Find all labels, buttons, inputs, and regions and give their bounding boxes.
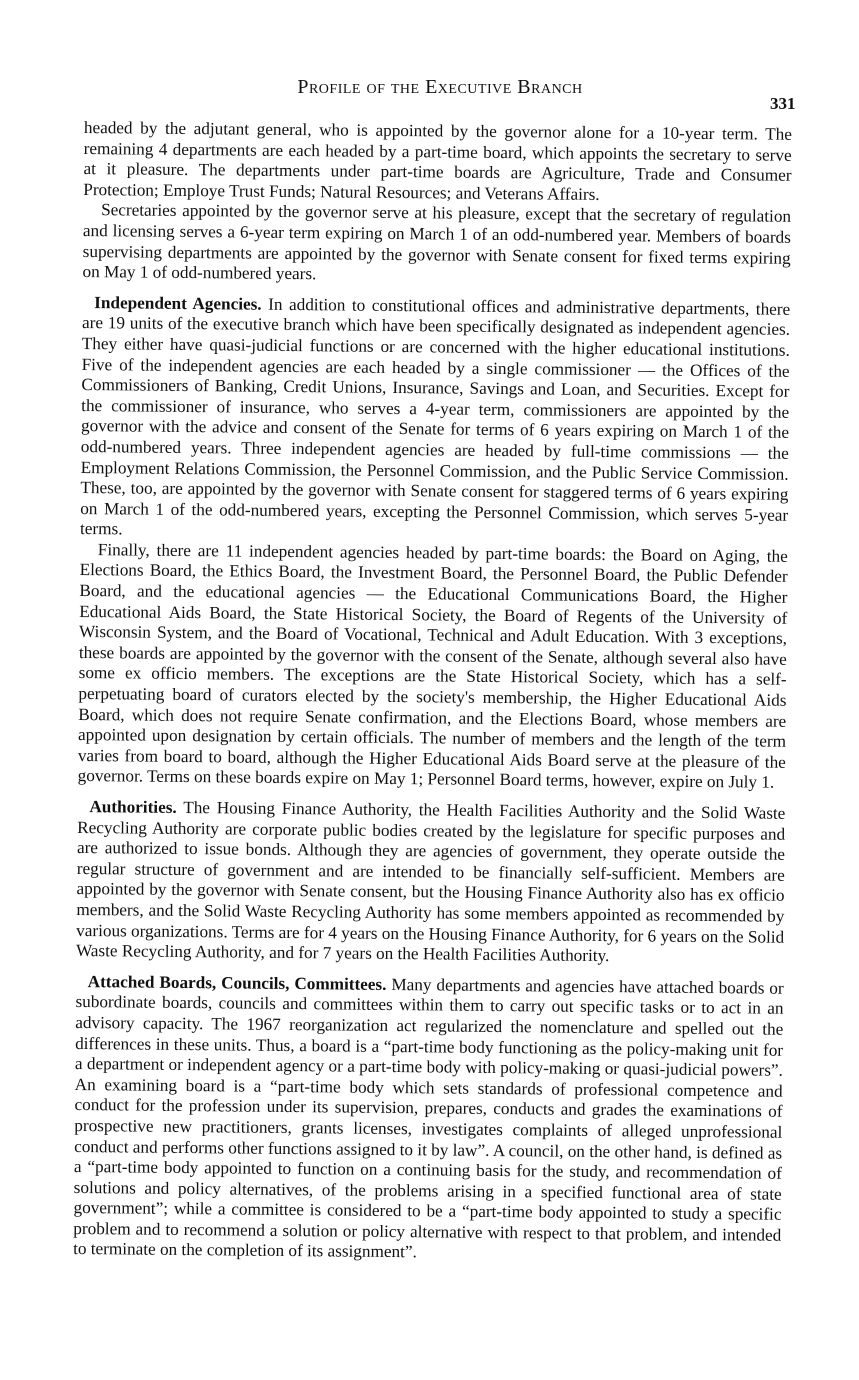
paragraph-independent-agencies-text: In addition to constitutional offices and administrative departments, there are 19 units of the executive branch which have been specifically designated as independent agencies. They either have quasi-judicial functions or are concerned with the higher educational institutions. Five of the independent agencies are each headed by a single commissioner — the Offices of the Commissioners of Banking, Credit Unions, Insurance, Savings and Loan, and Securities. Except for the commissioner of insurance, who serves a 4-year term, commissioners are appointed by the governor with the advice and consent of the Senate for terms of 6 years expiring on March 1 of the odd-numbered years. Three independent agencies are headed by full-time commissions — the Employment Relations Commission, the Personnel Commission, and the Public Service Commission. These, too, are appointed by the governor with Senate consent for staggered terms of 6 years expiring on March 1 of the odd-numbered years, excepting the Personnel Commission, which serves 5-year terms. — [79, 294, 791, 539]
paragraph-authorities — [76, 797, 786, 969]
heading-attached-boards: Attached Boards, Councils, Committees. — [87, 971, 387, 994]
body-text — [73, 118, 792, 1267]
heading-authorities: Authorities. — [89, 797, 177, 817]
heading-independent-agencies: Independent Agencies. — [94, 292, 262, 314]
page-number: 331 — [770, 94, 796, 113]
paragraph-departments-continued: headed by the adjutant general, who is appointed by the governor alone for a 10-year term. The remaining 4 departments are each headed by a part-time board, which appoints the secretary to serve at it pleasure. The departments under part-time boards are Agriculture, Trade and Consumer Protection; Employe Trust Funds; Natural Resources; and Veterans Affairs. — [83, 118, 792, 204]
paragraph-independent-agencies — [80, 293, 790, 547]
running-head: Profile of the Executive Branch — [297, 76, 583, 98]
paragraph-authorities-text: The Housing Finance Authority, the Health Facilities Authority and the Solid Waste Recycling Authority are corporate public bodies created by the legislature for specific purposes and are authorized to issue bonds. Although they are agencies of government, they operate outside the regular structure of government and are intended to be financially self-sufficient. Members are appointed by the governor with Senate consent, but the Housing Finance Authority also has ex officio members, and the Solid Waste Recycling Authority has some members appointed as recommended by various organizations. Terms are for 4 years on the Housing Finance Authority, for 6 years on the Solid Waste Recycling Authority, and for 7 years on the Health Facilities Authority. — [75, 797, 786, 966]
paragraph-attached-boards-text: Many departments and agencies have attached boards or subordinate boards, councils and committees within them to carry out specific tasks or to act in an advisory capacity. The 1967 reorganization act regularized the nomenclature and spelled out the differences in these units. Thus, a board is a “part-time body functioning as the policy-making unit for a department or independent agency or a part-time body with policy-making or quasi-judicial powers”. An examining board is a “part-time body which sets standards of professional competence and conduct for the profession under its supervision, prepares, conducts and grades the examinations of prospective new practitioners, grants licenses, investigates complaints of alleged unprofessional conduct and performs other functions assigned to it by law”. A council, on the other hand, is defined as a “part-time body appointed to function on a continuing basis for the study, and recommendation of solutions and policy alternatives, of the problems arising in a specified functional area of state government”; while a committee is considered to be a “part-time body appointed to study a specific problem and to recommend a solution or policy alternative with respect to that problem, and intended to terminate on the completion of its assignment”. — [73, 974, 784, 1262]
paragraph-secretaries: Secretaries appointed by the governor serve at his pleasure, except that the secretary of regulation and licensing serves a 6-year term expiring on March 1 of an odd-numbered year. Members of boards supervising departments are appointed by the governor with Senate consent for fixed terms expiring on May 1 of odd-numbered years. — [82, 200, 792, 284]
paragraph-attached-boards — [73, 972, 784, 1267]
paragraph-part-time-boards: Finally, there are 11 independent agencies headed by part-time boards: the Board on Aging, the Elections Board, the Ethics Board, the Investment Board, the Personnel Board, the Public Defender Board, and the educational agencies — the Educational Communications Board, the Higher Educational Aids Board, the State Historical Society, the Board of Regents of the University of Wisconsin System, and the Board of Vocational, Technical and Adult Education. With 3 exceptions, these boards are appointed by the governor with the consent of the Senate, although several also have some ex officio members. The exceptions are the State Historical Society, which has a self-perpetuating board of curators elected by the society's membership, the Higher Educational Aids Board, which does not require Senate confirmation, and the Elections Board, whose members are appointed upon designation by certain officials. The number of members and the length of the term varies from board to board, although the Higher Educational Aids Board serve at the pleasure of the governor. Terms on these boards expire on May 1; Personnel Board terms, however, expire on July 1. — [77, 540, 788, 793]
